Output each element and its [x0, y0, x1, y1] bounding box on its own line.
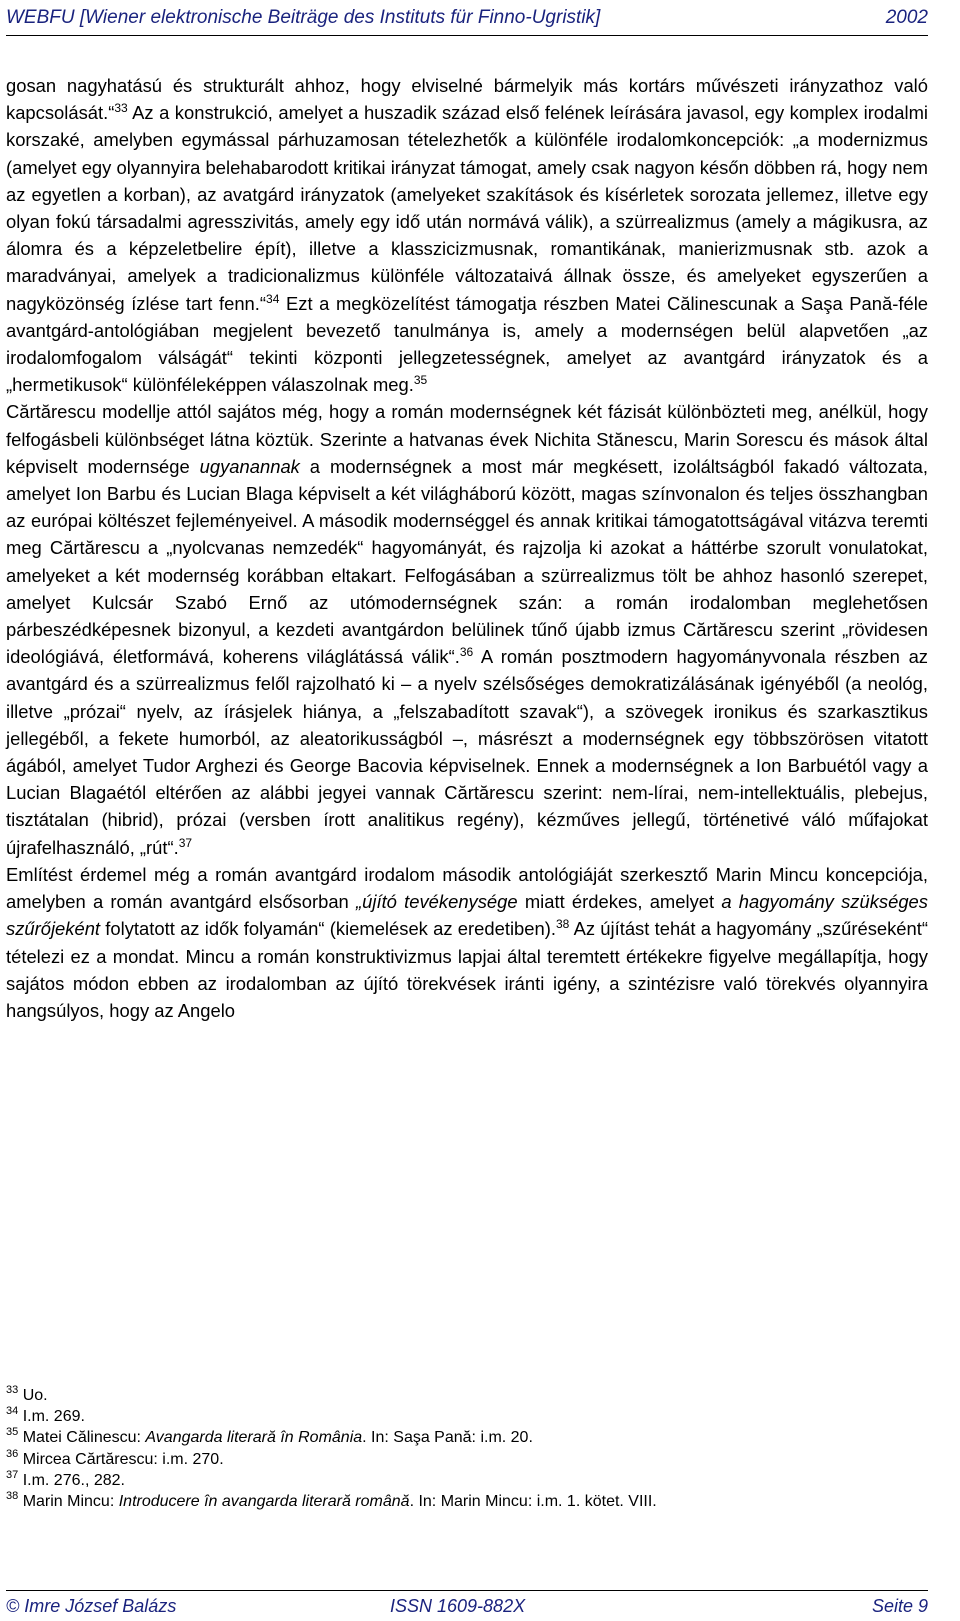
- text-run: I.m. 276., 282.: [18, 1471, 125, 1489]
- text-run: Az újítást tehát a hagyomány „szűréseként“ tételezi ez a mondat. Mincu a román konstruktivizmus lapjai által teremtett értékekre figyelve megállapítja, hogy sajátos módon ebben az irodalomban az újító törekvések iránti igény, a szintézisre való törekvés olyannyira hangsúlyos, hogy az Angelo: [6, 918, 928, 1021]
- italic-text: a hagyomány szükséges szűrőjeként: [6, 891, 928, 940]
- text-run: Cărtărescu modellje attól sajátos még, hogy a román modernségnek két fázisát különbözteti meg, anélkül, hogy felfogásbeli különbséget látna köztük. Szerinte a hatvanas évek Nichita Stănescu, Marin Sorescu és mások által képviselt modernsége: [6, 401, 928, 477]
- footnote-38: [6, 1491, 928, 1512]
- text-run: Mircea Cărtărescu: i.m. 270.: [18, 1450, 224, 1468]
- italic-text: Avangarda literară în România: [145, 1429, 363, 1447]
- footnote-35: [6, 1427, 928, 1448]
- text-run: Matei Călinescu:: [18, 1429, 146, 1447]
- journal-title: WEBFU [Wiener elektronische Beiträge des Instituts für Finno-Ugristik]: [6, 7, 601, 28]
- text-run: Említést érdemel még a román avantgárd irodalom második antológiáját szerkesztő Marin Mincu koncepciója, amelyben a román avantgárd elsősorban: [6, 863, 928, 913]
- footnote-ref: 33: [114, 101, 128, 116]
- italic-text: „újító tevékenysége: [356, 891, 518, 913]
- italic-text: ugyanannak: [199, 455, 300, 477]
- footnote-37: [6, 1470, 928, 1491]
- paragraph-1: [6, 72, 928, 398]
- footnote-ref: 35: [6, 1426, 19, 1439]
- footnote-ref: 38: [6, 1490, 19, 1503]
- footnote-ref: 36: [6, 1447, 19, 1460]
- copyright-author: © Imre József Balázs: [6, 1595, 177, 1616]
- paragraph-3: [6, 861, 928, 1024]
- page-number: Seite 9: [871, 1595, 928, 1616]
- text-run: I.m. 269.: [18, 1408, 85, 1426]
- text-run: Uo.: [18, 1387, 48, 1404]
- footnote-ref: 36: [459, 645, 474, 660]
- page-header: [6, 0, 928, 36]
- text-run: miatt érdekes, amelyet: [517, 891, 722, 913]
- paragraph-2: [6, 398, 928, 860]
- text-run: Marin Mincu:: [18, 1493, 119, 1511]
- footnote-34: [6, 1406, 928, 1427]
- footnote-ref: 38: [555, 917, 570, 932]
- text-run: A román posztmodern hagyományvonala részben az avantgárd és a szürrealizmus felől rajzolható ki – a nyelv szélsőséges demokratizálásának igényéből (a neológ, illetve „prózai“ nyelv, az írásjelek hiánya, a „felszabadított szavak“), a szövegek ironikus és szarkasztikus jellegéből, a fekete humorból, az aleatorikusságból –, másrészt a modernségnek egy többszörösen vitatott ágából, amelyet Tudor Arghezi és George Bacovia képviselnek. Ennek a modernségnek a Ion Barbuétól vagy a Lucian Blagaétól eltérően az alábbi jegyei vannak Cărtărescu szerint: nem-lírai, nem-intellektuális, plebejus, tisztátalan (hibrid), prózai (versben írott analitikus regény), kézműves jellegű, történetivé váló műfajokat újrafelhasználó, „rút“.: [6, 646, 928, 858]
- footnotes: [6, 1385, 928, 1512]
- footnote-ref: 35: [413, 373, 428, 388]
- text-run: . In: Saşa Pană: i.m. 20.: [362, 1429, 533, 1447]
- footnote-ref: 37: [178, 835, 193, 850]
- text-run: . In: Marin Mincu: i.m. 1. kötet. VIII.: [409, 1493, 657, 1511]
- text-run: a modernségnek a most már megkésett, izoláltságból fakadó változata, amelyet Ion Barbu és Lucian Blaga képviselt a két világháború között, magas színvonalon és teljes összhangban az európai költészet fejleményeivel. A második modernséggel és annak kritikai támogatottságával vitázva teremti meg Cărtărescu a „nyolcvanas nemzedék“ hagyományát, és rajzolja ki azokat a háttérbe szorult vonulatokat, amelyeket a két modernség korábban eltakart. Felfogásában a szürrealizmus tölt be ahhoz hasonló szerepet, amelyet Kulcsár Szabó Ernő az utómodernségnek szán: a román irodalomban meglehetősen párbeszédképesnek bizonyul, a kezdeti avantgárdon belülinek tűnő újabb izmus Cărtărescu szerint „rövidesen ideológiává, életformává, koherens világlátássá válik“.: [6, 455, 928, 668]
- footnote-ref: 34: [266, 291, 280, 306]
- footnote-ref: 34: [6, 1405, 19, 1418]
- italic-text: Introducere în avangarda literară română: [118, 1493, 410, 1511]
- footnote-ref: 33: [6, 1384, 19, 1396]
- body-text: [6, 72, 928, 1024]
- text-run: Az a konstrukció, amelyet a huszadik század első felének leírására javasol, egy komplex irodalmi korszaké, amelyben egymással párhuzamosan tételezhetők a különféle irodalomkoncepciók: „a modernizmus (amelyet egy olyannyira belehabarodott kritikai irányzat támogat, amely csak nagyon későn döbben rá, hogy nem az egyetlen a korban), az avatgárd irányzatok (amelyeket szakítások és kísérletek sorozata jellemez, illetve egy olyan fokú társadalmi agresszivitás, amely egy idő után normává válik), a szürrealizmus (amely a mágikusra, az álomra és a képzeletbelire épít), illetve a klasszicizmusnak, romantikának, manierizmusnak stb. azok a maradványai, amelyek a tradicionalizmus különféle változataivá állnak össze, és amelyeket egyszerűen a nagyközönség ízlése tart fenn.“: [6, 102, 928, 314]
- text-run: folytatott az idők folyamán“ (kiemelések az eredetiben).: [100, 918, 556, 940]
- footnote-ref: 37: [6, 1468, 19, 1481]
- issn: ISSN 1609-882X: [390, 1596, 526, 1616]
- footnote-33: [6, 1385, 928, 1406]
- text-run: gosan nagyhatású és strukturált ahhoz, hogy elviselné bármelyik más kortárs művészeti irányzathoz való kapcsolását.“: [6, 75, 928, 124]
- page-footer: [6, 1590, 928, 1621]
- footnote-36: [6, 1449, 928, 1470]
- header-year: 2002: [885, 7, 928, 28]
- text-run: Ezt a megközelítést támogatja részben Matei Călinescunak a Saşa Pană-féle avantgárd-antológiában megjelent bevezető tanulmánya is, amely a modernségen belül alapvetően „az irodalomfogalom válságát“ tekinti központi jellegzetességnek, amelyet az avantgárd irányzatok és a „hermetikusok“ különféleképpen válaszolnak meg.: [6, 292, 929, 396]
